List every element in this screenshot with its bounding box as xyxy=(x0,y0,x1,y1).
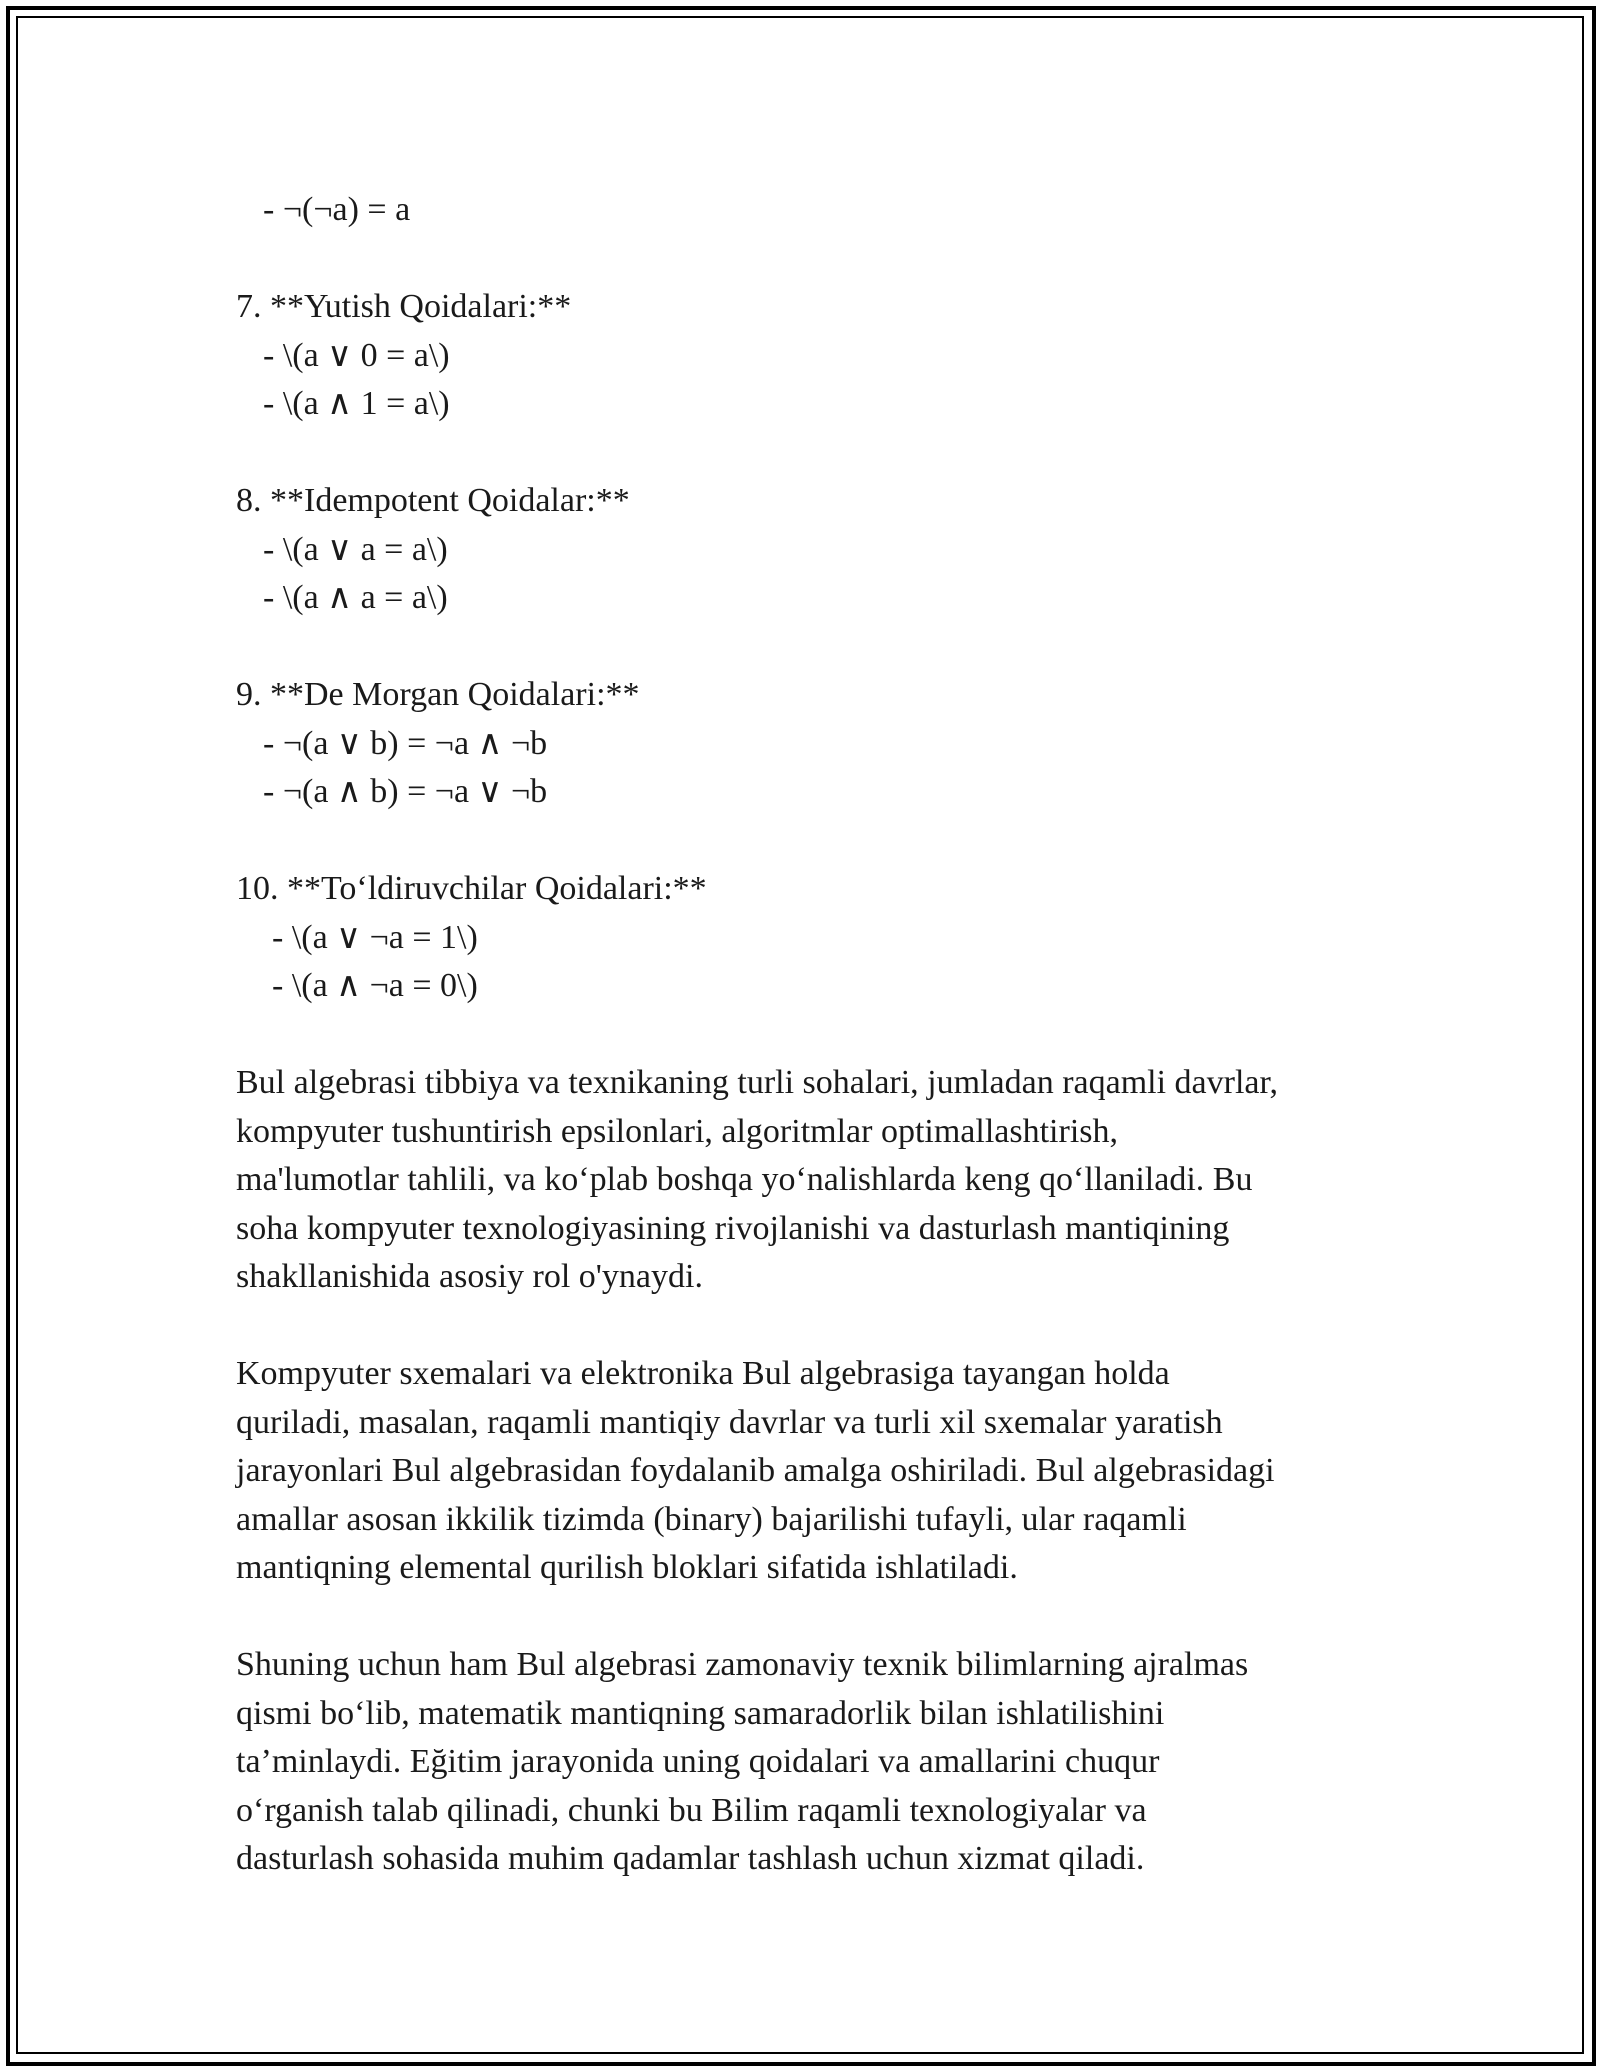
paragraph-line: ma'lumotlar tahlili, va ko‘plab boshqa yo‘nalishlarda keng qo‘llaniladi. Bu xyxy=(236,1161,1253,1198)
paragraph-line: jarayonlari Bul algebrasidan foydalanib amalga oshiriladi. Bul algebrasidagi xyxy=(236,1452,1275,1489)
paragraph-line: Shuning uchun ham Bul algebrasi zamonaviy texnik bilimlarning ajralmas xyxy=(236,1646,1249,1683)
paragraph-line: o‘rganish talab qilinadi, chunki bu Bilim raqamli texnologiyalar va xyxy=(236,1791,1147,1829)
rule-heading-toldiruvchilar: 10. **To‘ldiruvchilar Qoidalari:** xyxy=(236,870,707,907)
paragraph-line: mantiqning elemental qurilish bloklari sifatida ishlatiladi. xyxy=(236,1549,1018,1586)
paragraph-line: kompyuter tushuntirish epsilonlari, algoritmlar optimallashtirish, xyxy=(236,1112,1118,1150)
paragraph-line: shakllanishida asosiy rol o'ynaydi. xyxy=(236,1258,703,1295)
rule-item: - \(a ∧ 1 = a\) xyxy=(263,385,450,422)
paragraph-line: Kompyuter sxemalari va elektronika Bul algebrasiga tayangan holda xyxy=(236,1355,1170,1392)
rule-item: - \(a ∨ ¬a = 1\) xyxy=(272,918,478,956)
paragraph-electronics xyxy=(236,1350,1376,1593)
paragraph-conclusion xyxy=(236,1641,1376,1884)
rule-heading-idempotent: 8. **Idempotent Qoidalar:** xyxy=(236,482,630,519)
rule-item: - ¬(a ∨ b) = ¬a ∧ ¬b xyxy=(263,724,548,762)
rule-item: - \(a ∨ a = a\) xyxy=(263,530,448,568)
rule-item: - \(a ∨ 0 = a\) xyxy=(263,336,450,374)
rule-heading-de-morgan: 9. **De Morgan Qoidalari:** xyxy=(236,676,640,713)
paragraph-line: qismi bo‘lib, matematik mantiqning samaradorlik bilan ishlatilishini xyxy=(236,1694,1165,1732)
rule-item: - \(a ∧ ¬a = 0\) xyxy=(272,967,478,1004)
rule-item: - ¬(¬a) = a xyxy=(263,191,411,228)
document-body xyxy=(236,186,1376,1884)
paragraph-line: dasturlash sohasida muhim qadamlar tashlash uchun xizmat qiladi. xyxy=(236,1840,1145,1877)
paragraph-line: soha kompyuter texnologiyasining rivojlanishi va dasturlash mantiqining xyxy=(236,1209,1230,1247)
paragraph-line: Bul algebrasi tibbiya va texnikaning turli sohalari, jumladan raqamli davrlar, xyxy=(236,1064,1278,1101)
paragraph-applications xyxy=(236,1059,1376,1302)
rule-item: - \(a ∧ a = a\) xyxy=(263,579,448,616)
rule-heading-yutish: 7. **Yutish Qoidalari:** xyxy=(236,288,572,325)
paragraph-line: quriladi, masalan, raqamli mantiqiy davrlar va turli xil sxemalar yaratish xyxy=(236,1403,1223,1441)
paragraph-line: ta’minlaydi. Eğitim jarayonida uning qoidalari va amallarini chuqur xyxy=(236,1743,1160,1780)
rule-item: - ¬(a ∧ b) = ¬a ∨ ¬b xyxy=(263,773,548,810)
paragraph-line: amallar asosan ikkilik tizimda (binary) bajarilishi tufayli, ular raqamli xyxy=(236,1500,1187,1538)
